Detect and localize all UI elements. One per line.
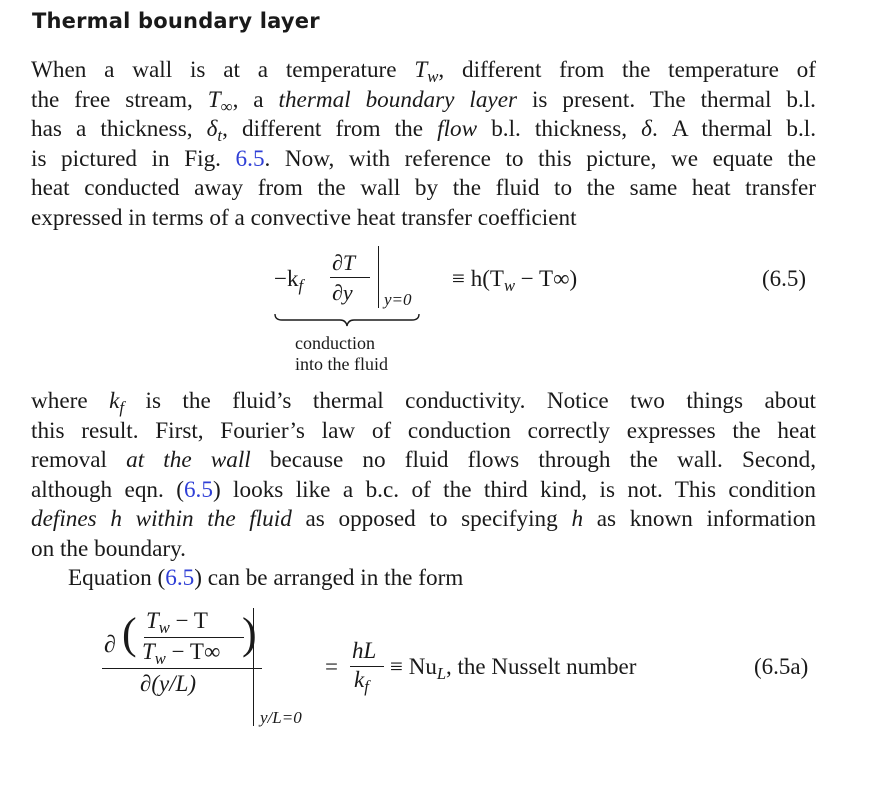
text-line: the free stream, $T_\infty$, a thermal boundary layer is present. The thermal b.l. bbox=[31, 86, 816, 116]
text-line: is pictured in Fig. 6.5. Now, with reference to this picture, we equate the bbox=[31, 145, 816, 172]
eq-inner-numerator: $T_w - T$ bbox=[146, 608, 208, 637]
eq-partial-y: ∂y bbox=[332, 280, 353, 305]
equation-link[interactable]: 6.5 bbox=[165, 565, 195, 591]
text-line: defines h within the fluid as opposed to specifying h as known information bbox=[31, 506, 816, 532]
inner-fraction-line bbox=[144, 637, 244, 638]
equation-number-6-5a: (6.5a) bbox=[754, 654, 809, 679]
eq-partial: ∂ bbox=[104, 632, 116, 658]
main-fraction-line bbox=[102, 668, 262, 669]
underbrace bbox=[274, 312, 420, 332]
figure-link[interactable]: 6.5 bbox=[235, 145, 265, 172]
text-line: removal at the wall because no fluid flows through the wall. Second, bbox=[31, 447, 817, 473]
eq-hl: hL bbox=[352, 638, 377, 663]
equation-link[interactable]: 6.5 bbox=[183, 476, 213, 503]
text-line: on the boundary. bbox=[31, 535, 186, 562]
evaluation-bar bbox=[378, 246, 379, 308]
paragraph-arrange bbox=[68, 564, 768, 594]
eq-denominator: ∂(y/L) bbox=[140, 671, 197, 696]
text-line: this result. First, Fourier’s law of conduction correctly expresses the heat bbox=[31, 417, 816, 444]
left-paren: ( bbox=[122, 609, 137, 658]
text-line: expressed in terms of a convective heat transfer coefficient bbox=[31, 204, 577, 231]
right-paren: ) bbox=[242, 609, 257, 658]
text-line: Equation (6.5) can be arranged in the form bbox=[68, 565, 464, 591]
fraction-line bbox=[330, 277, 370, 278]
eq-eval-at: y/L=0 bbox=[260, 708, 302, 727]
eq-nusselt: ≡ $Nu_L$, the Nusselt number bbox=[390, 654, 637, 683]
section-heading: Thermal boundary layer bbox=[32, 9, 320, 33]
evaluation-bar bbox=[253, 608, 254, 726]
eq-partial-t: ∂T bbox=[332, 250, 356, 275]
eq-lhs-coefficient: $-k_f$ bbox=[274, 266, 304, 295]
equation-6-5a bbox=[100, 604, 660, 734]
text-line: When a wall is at a temperature $T_w$, different from the temperature of bbox=[31, 57, 816, 86]
equation-number-6-5: (6.5) bbox=[762, 266, 807, 291]
paragraph-discussion bbox=[31, 387, 816, 564]
eq-inner-denominator: $T_w - T\infty$ bbox=[142, 639, 221, 668]
eq-rhs: ≡ $h(T_w - T\infty)$ bbox=[452, 266, 578, 295]
eq-eval-at: y=0 bbox=[384, 290, 412, 309]
text-line: where $k_f$ is the fluid’s thermal conductivity. Notice two things about bbox=[31, 388, 816, 417]
paragraph-intro bbox=[31, 56, 816, 233]
text-line: heat conducted away from the wall by the fluid to the same heat transfer bbox=[31, 175, 816, 201]
eq-equals: = bbox=[325, 654, 338, 679]
text-line: has a thickness, $\delta_t$, different from the flow b.l. thickness, δ. A thermal b.l. bbox=[31, 116, 816, 145]
brace-annotation: conduction into the fluid bbox=[295, 333, 388, 374]
eq-kf: $k_f$ bbox=[354, 667, 369, 696]
text-line: although eqn. (6.5) looks like a b.c. of the third kind, is not. This condition bbox=[31, 476, 816, 503]
